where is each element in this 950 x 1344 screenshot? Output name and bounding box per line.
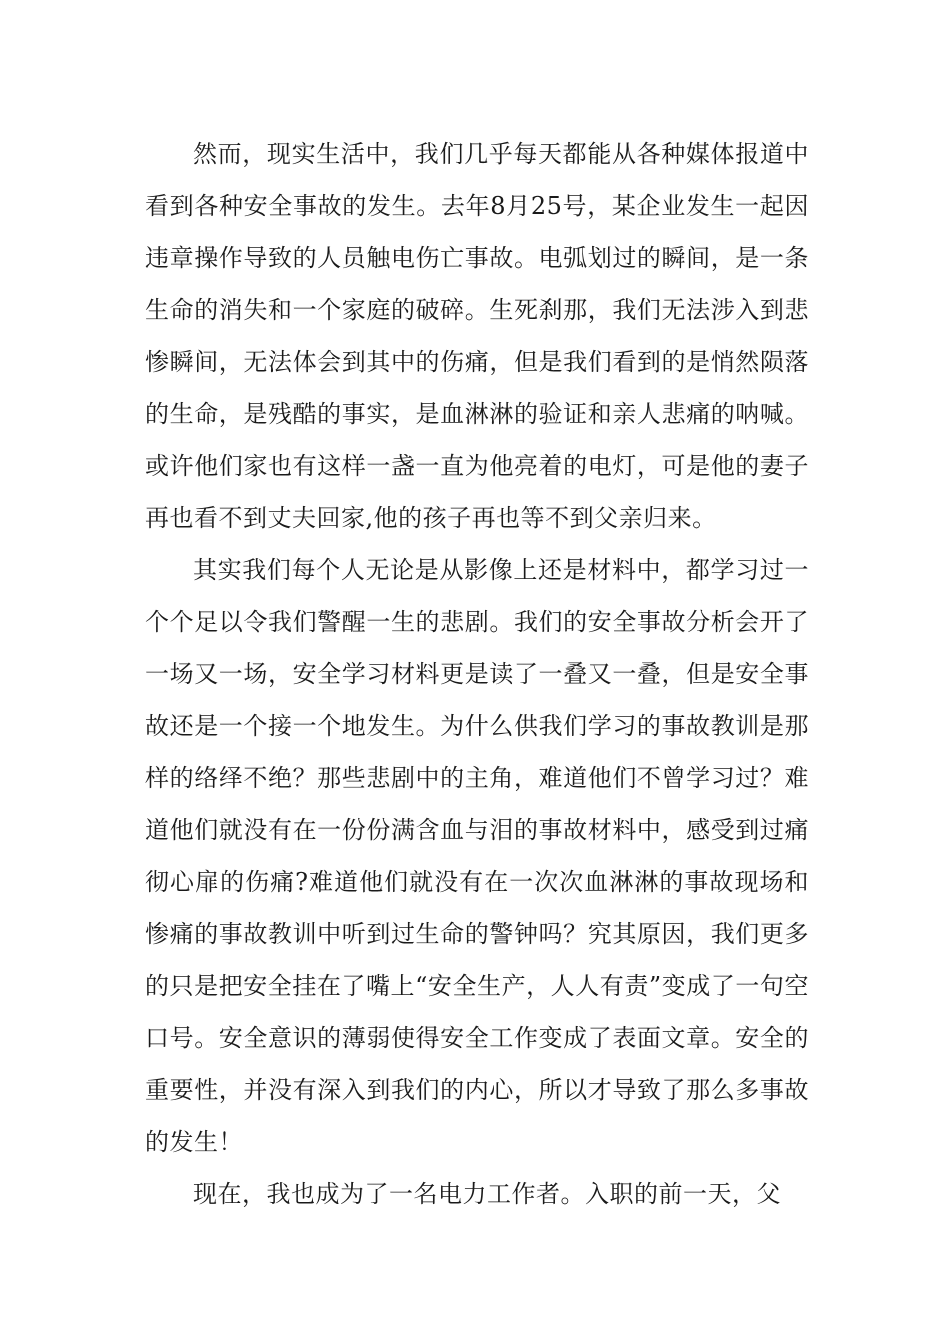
paragraph-accident-news: 然而，现实生活中，我们几乎每天都能从各种媒体报道中看到各种安全事故的发生。去年8月25号，某企业发生一起因违章操作导致的人员触电伤亡事故。电弧划过的瞬间，是一条生命的消失和一个家庭的破碎。生死刹那，我们无法涉入到悲惨瞬间，无法体会到其中的伤痛，但是我们看到的是悄然陨落的生命，是残酷的事实，是血淋淋的验证和亲人悲痛的呐喊。或许他们家也有这样一盏一直为他亮着的电灯，可是他的妻子再也看不到丈夫回家,他的孩子再也等不到父亲归来。 [145,140,809,532]
document-body [145,128,809,1220]
paragraph-safety-lessons: 其实我们每个人无论是从影像上还是材料中，都学习过一个个足以令我们警醒一生的悲剧。我们的安全事故分析会开了一场又一场，安全学习材料更是读了一叠又一叠，但是安全事故还是一个接一个地发生。为什么供我们学习的事故教训是那样的络绎不绝？那些悲剧中的主角，难道他们不曾学习过？难道他们就没有在一份份满含血与泪的事故材料中，感受到过痛彻心扉的伤痛?难道他们就没有在一次次血淋淋的事故现场和惨痛的事故教训中听到过生命的警钟吗？究其原因，我们更多的只是把安全挂在了嘴上“安全生产，人人有责”变成了一句空口号。安全意识的薄弱使得安全工作变成了表面文章。安全的重要性，并没有深入到我们的内心，所以才导致了那么多事故的发生！ [145,556,809,1156]
paragraph-becoming-power-worker: 现在，我也成为了一名电力工作者。入职的前一天，父 [193,1180,781,1208]
